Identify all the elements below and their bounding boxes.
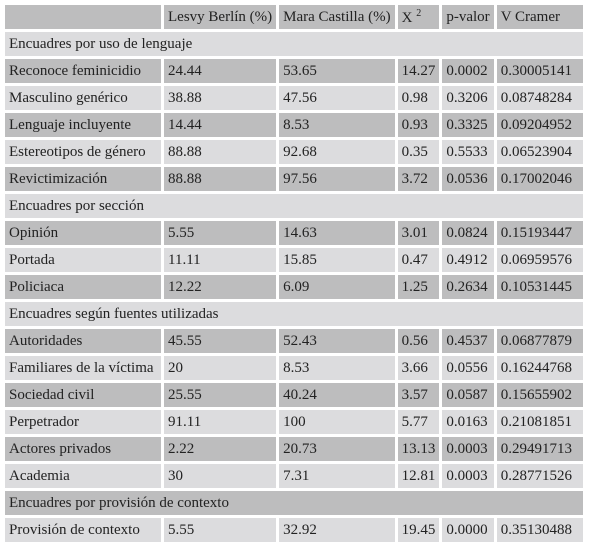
v-cramer-value: 0.06877879 [497, 329, 583, 353]
mara-value: 7.31 [279, 464, 394, 488]
chi2-value: 0.35 [398, 140, 440, 164]
lesvy-value: 20 [164, 356, 276, 380]
section-title: Encuadres por provisión de contexto [5, 491, 583, 515]
mara-value: 52.43 [279, 329, 394, 353]
lesvy-value: 14.44 [164, 113, 276, 137]
chi2-value: 12.81 [398, 464, 440, 488]
v-cramer-value: 0.21081851 [497, 410, 583, 434]
lesvy-value: 88.88 [164, 140, 276, 164]
mara-value: 6.09 [279, 275, 394, 299]
table-row [5, 113, 583, 137]
table-row [5, 59, 583, 83]
table-row [5, 221, 583, 245]
table-row [5, 329, 583, 353]
chi-superscript: 2 [416, 7, 422, 19]
mara-value: 53.65 [279, 59, 394, 83]
p-value: 0.0163 [442, 410, 493, 434]
row-label: Actores privados [5, 437, 161, 461]
results-table [2, 2, 586, 545]
row-label: Reconoce feminicidio [5, 59, 161, 83]
p-value: 0.0003 [442, 437, 493, 461]
p-value: 0.0000 [442, 518, 493, 542]
row-label: Sociedad civil [5, 383, 161, 407]
mara-value: 8.53 [279, 356, 394, 380]
header-row [5, 5, 583, 29]
lesvy-value: 25.55 [164, 383, 276, 407]
p-value: 0.3206 [442, 86, 493, 110]
p-value: 0.5533 [442, 140, 493, 164]
section-row [5, 194, 583, 218]
mara-value: 32.92 [279, 518, 394, 542]
row-label: Provisión de contexto [5, 518, 161, 542]
v-cramer-value: 0.15193447 [497, 221, 583, 245]
lesvy-value: 45.55 [164, 329, 276, 353]
lesvy-value: 24.44 [164, 59, 276, 83]
mara-value: 97.56 [279, 167, 394, 191]
chi2-value: 0.98 [398, 86, 440, 110]
header-pvalue: p-valor [442, 5, 493, 29]
lesvy-value: 11.11 [164, 248, 276, 272]
table-row [5, 275, 583, 299]
v-cramer-value: 0.29491713 [497, 437, 583, 461]
v-cramer-value: 0.28771526 [497, 464, 583, 488]
v-cramer-value: 0.06959576 [497, 248, 583, 272]
section-title: Encuadres por uso de lenguaje [5, 32, 583, 56]
header-vcramer: V Cramer [497, 5, 583, 29]
chi2-value: 0.47 [398, 248, 440, 272]
lesvy-value: 12.22 [164, 275, 276, 299]
row-label: Lenguaje incluyente [5, 113, 161, 137]
mara-value: 100 [279, 410, 394, 434]
p-value: 0.0003 [442, 464, 493, 488]
header-lesvy: Lesvy Berlín (%) [164, 5, 276, 29]
header-mara: Mara Castilla (%) [279, 5, 394, 29]
row-label: Masculino genérico [5, 86, 161, 110]
chi2-value: 0.93 [398, 113, 440, 137]
table-row [5, 437, 583, 461]
lesvy-value: 2.22 [164, 437, 276, 461]
chi2-value: 1.25 [398, 275, 440, 299]
section-title: Encuadres por sección [5, 194, 583, 218]
mara-value: 15.85 [279, 248, 394, 272]
p-value: 0.3325 [442, 113, 493, 137]
v-cramer-value: 0.16244768 [497, 356, 583, 380]
chi2-value: 5.77 [398, 410, 440, 434]
p-value: 0.0587 [442, 383, 493, 407]
mara-value: 92.68 [279, 140, 394, 164]
v-cramer-value: 0.10531445 [497, 275, 583, 299]
v-cramer-value: 0.35130488 [497, 518, 583, 542]
v-cramer-value: 0.15655902 [497, 383, 583, 407]
row-label: Opinión [5, 221, 161, 245]
chi2-value: 3.01 [398, 221, 440, 245]
table-row [5, 464, 583, 488]
row-label: Academia [5, 464, 161, 488]
table-row [5, 248, 583, 272]
lesvy-value: 30 [164, 464, 276, 488]
row-label: Familiares de la víctima [5, 356, 161, 380]
p-value: 0.2634 [442, 275, 493, 299]
lesvy-value: 91.11 [164, 410, 276, 434]
mara-value: 47.56 [279, 86, 394, 110]
chi-label: X [401, 9, 413, 26]
table-row [5, 383, 583, 407]
v-cramer-value: 0.08748284 [497, 86, 583, 110]
v-cramer-value: 0.09204952 [497, 113, 583, 137]
header-blank [5, 5, 161, 29]
lesvy-value: 5.55 [164, 221, 276, 245]
table-row [5, 410, 583, 434]
p-value: 0.0556 [442, 356, 493, 380]
row-label: Estereotipos de género [5, 140, 161, 164]
p-value: 0.4912 [442, 248, 493, 272]
chi2-value: 3.72 [398, 167, 440, 191]
mara-value: 14.63 [279, 221, 394, 245]
mara-value: 40.24 [279, 383, 394, 407]
chi2-value: 3.66 [398, 356, 440, 380]
table-row [5, 167, 583, 191]
chi2-value: 3.57 [398, 383, 440, 407]
table-row [5, 356, 583, 380]
v-cramer-value: 0.30005141 [497, 59, 583, 83]
lesvy-value: 88.88 [164, 167, 276, 191]
row-label: Portada [5, 248, 161, 272]
chi2-value: 0.56 [398, 329, 440, 353]
section-row [5, 302, 583, 326]
row-label: Revictimización [5, 167, 161, 191]
row-label: Autoridades [5, 329, 161, 353]
chi2-value: 19.45 [398, 518, 440, 542]
p-value: 0.0536 [442, 167, 493, 191]
row-label: Policiaca [5, 275, 161, 299]
section-title: Encuadres según fuentes utilizadas [5, 302, 583, 326]
mara-value: 20.73 [279, 437, 394, 461]
table-row [5, 518, 583, 542]
table-row [5, 140, 583, 164]
chi2-value: 14.27 [398, 59, 440, 83]
section-row [5, 32, 583, 56]
chi2-value: 13.13 [398, 437, 440, 461]
header-chi2 [398, 5, 440, 29]
p-value: 0.4537 [442, 329, 493, 353]
row-label: Perpetrador [5, 410, 161, 434]
table-row [5, 86, 583, 110]
p-value: 0.0824 [442, 221, 493, 245]
v-cramer-value: 0.17002046 [497, 167, 583, 191]
p-value: 0.0002 [442, 59, 493, 83]
v-cramer-value: 0.06523904 [497, 140, 583, 164]
section-row [5, 491, 583, 515]
lesvy-value: 38.88 [164, 86, 276, 110]
lesvy-value: 5.55 [164, 518, 276, 542]
mara-value: 8.53 [279, 113, 394, 137]
